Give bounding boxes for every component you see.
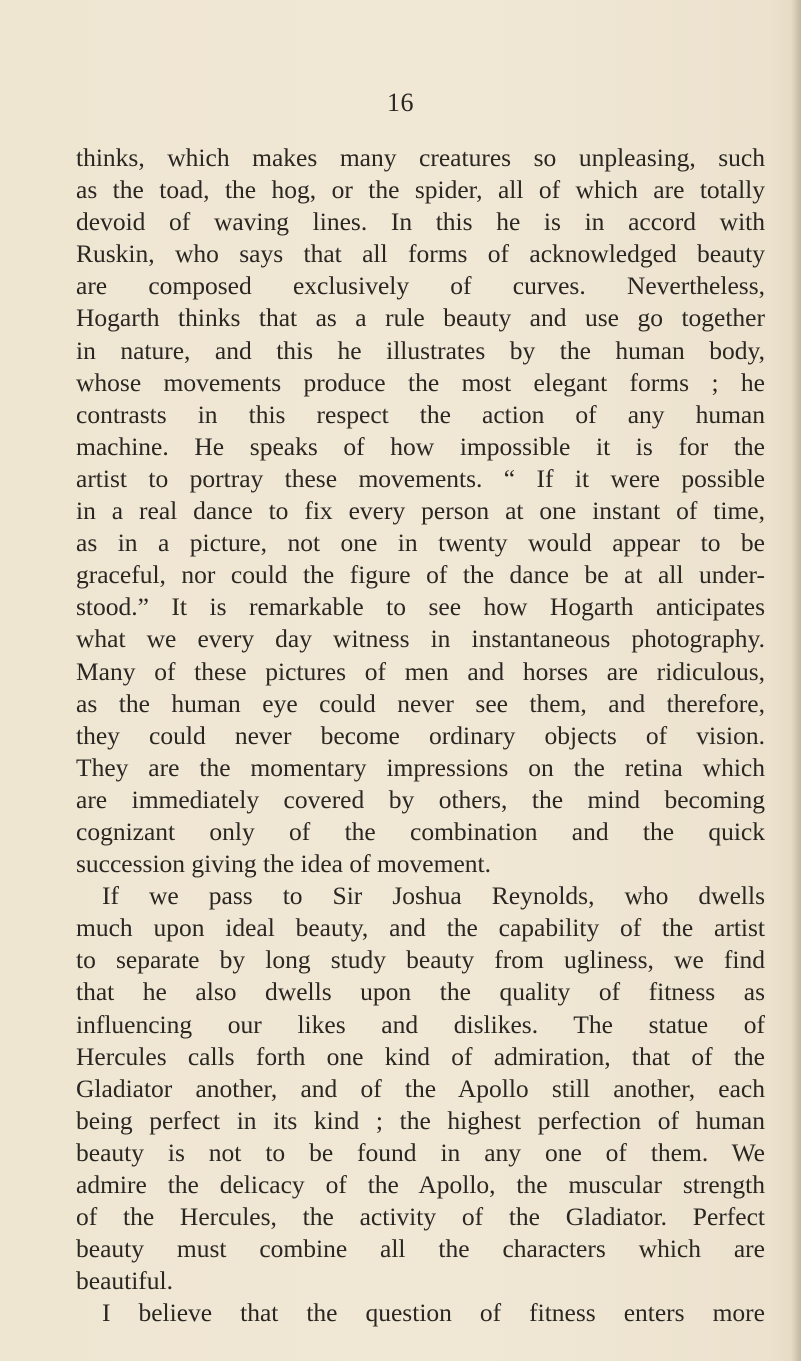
text-line: they could never become ordinary objects of vision. [76, 720, 765, 750]
text-line: that he also dwells upon the quality of fitness as [76, 977, 765, 1007]
text-line: whose movements produce the most elegant forms ; he [76, 367, 765, 397]
text-line: admire the delicacy of the Apollo, the muscular strength [76, 1170, 765, 1199]
text-line: beauty is not to be found in any one of them. We [76, 1137, 765, 1167]
text-line: thinks, which makes many creatures so unpleasing, such [76, 143, 765, 172]
text-line: Many of these pictures of men and horses are ridiculous, [76, 656, 765, 686]
text-line: what we every day witness in instantaneous photography. [76, 624, 765, 654]
text-line: much upon ideal beauty, and the capability of the artist [76, 913, 765, 943]
text-line: They are the momentary impressions on the retina which [76, 752, 765, 782]
text-line: Hercules calls forth one kind of admiration, that of the [76, 1041, 765, 1071]
page-number: 16 [387, 88, 414, 117]
text-line: Hogarth thinks that as a rule beauty and use go together [76, 303, 765, 333]
text-line: of the Hercules, the activity of the Gladiator. Perfect [76, 1202, 765, 1232]
paragraph-start-line: If we pass to Sir Joshua Reynolds, who dwells [102, 881, 765, 911]
text-line: cognizant only of the combination and the quick [76, 816, 765, 846]
text-line: influencing our likes and dislikes. The statue of [76, 1009, 765, 1039]
page-edge-shadow [791, 0, 801, 1361]
text-line: devoid of waving lines. In this he is in accord with [76, 207, 765, 237]
text-line: Ruskin, who says that all forms of acknowledged beauty [76, 239, 765, 269]
text-line: as the toad, the hog, or the spider, all of which are totally [76, 175, 765, 205]
text-line: artist to portray these movements. “ If it were possible [76, 463, 765, 493]
text-line: graceful, nor could the figure of the dance be at all under- [76, 560, 765, 590]
text-line: in a real dance to fix every person at one instant of time, [76, 496, 765, 526]
paragraph-end-line: beautiful. [76, 1266, 174, 1296]
text-line: to separate by long study beauty from ugliness, we find [76, 945, 765, 975]
text-line: beauty must combine all the characters which are [76, 1234, 765, 1264]
text-line: as in a picture, not one in twenty would appear to be [76, 528, 765, 558]
text-line: Gladiator another, and of the Apollo still another, each [76, 1073, 765, 1103]
paragraph-end-line: succession giving the idea of movement. [76, 849, 491, 879]
paragraph-start-line: I believe that the question of fitness enters more [102, 1298, 765, 1328]
text-line: are immediately covered by others, the mind becoming [76, 784, 765, 814]
text-line: contrasts in this respect the action of any human [76, 399, 765, 429]
text-line: in nature, and this he illustrates by the human body, [76, 335, 765, 365]
text-line: are composed exclusively of curves. Nevertheless, [76, 271, 765, 301]
text-line: machine. He speaks of how impossible it is for the [76, 431, 765, 461]
body-text [76, 142, 765, 1329]
text-line: being perfect in its kind ; the highest perfection of human [76, 1105, 765, 1135]
text-line: stood.” It is remarkable to see how Hogarth anticipates [76, 592, 765, 622]
text-line: as the human eye could never see them, and therefore, [76, 688, 765, 718]
